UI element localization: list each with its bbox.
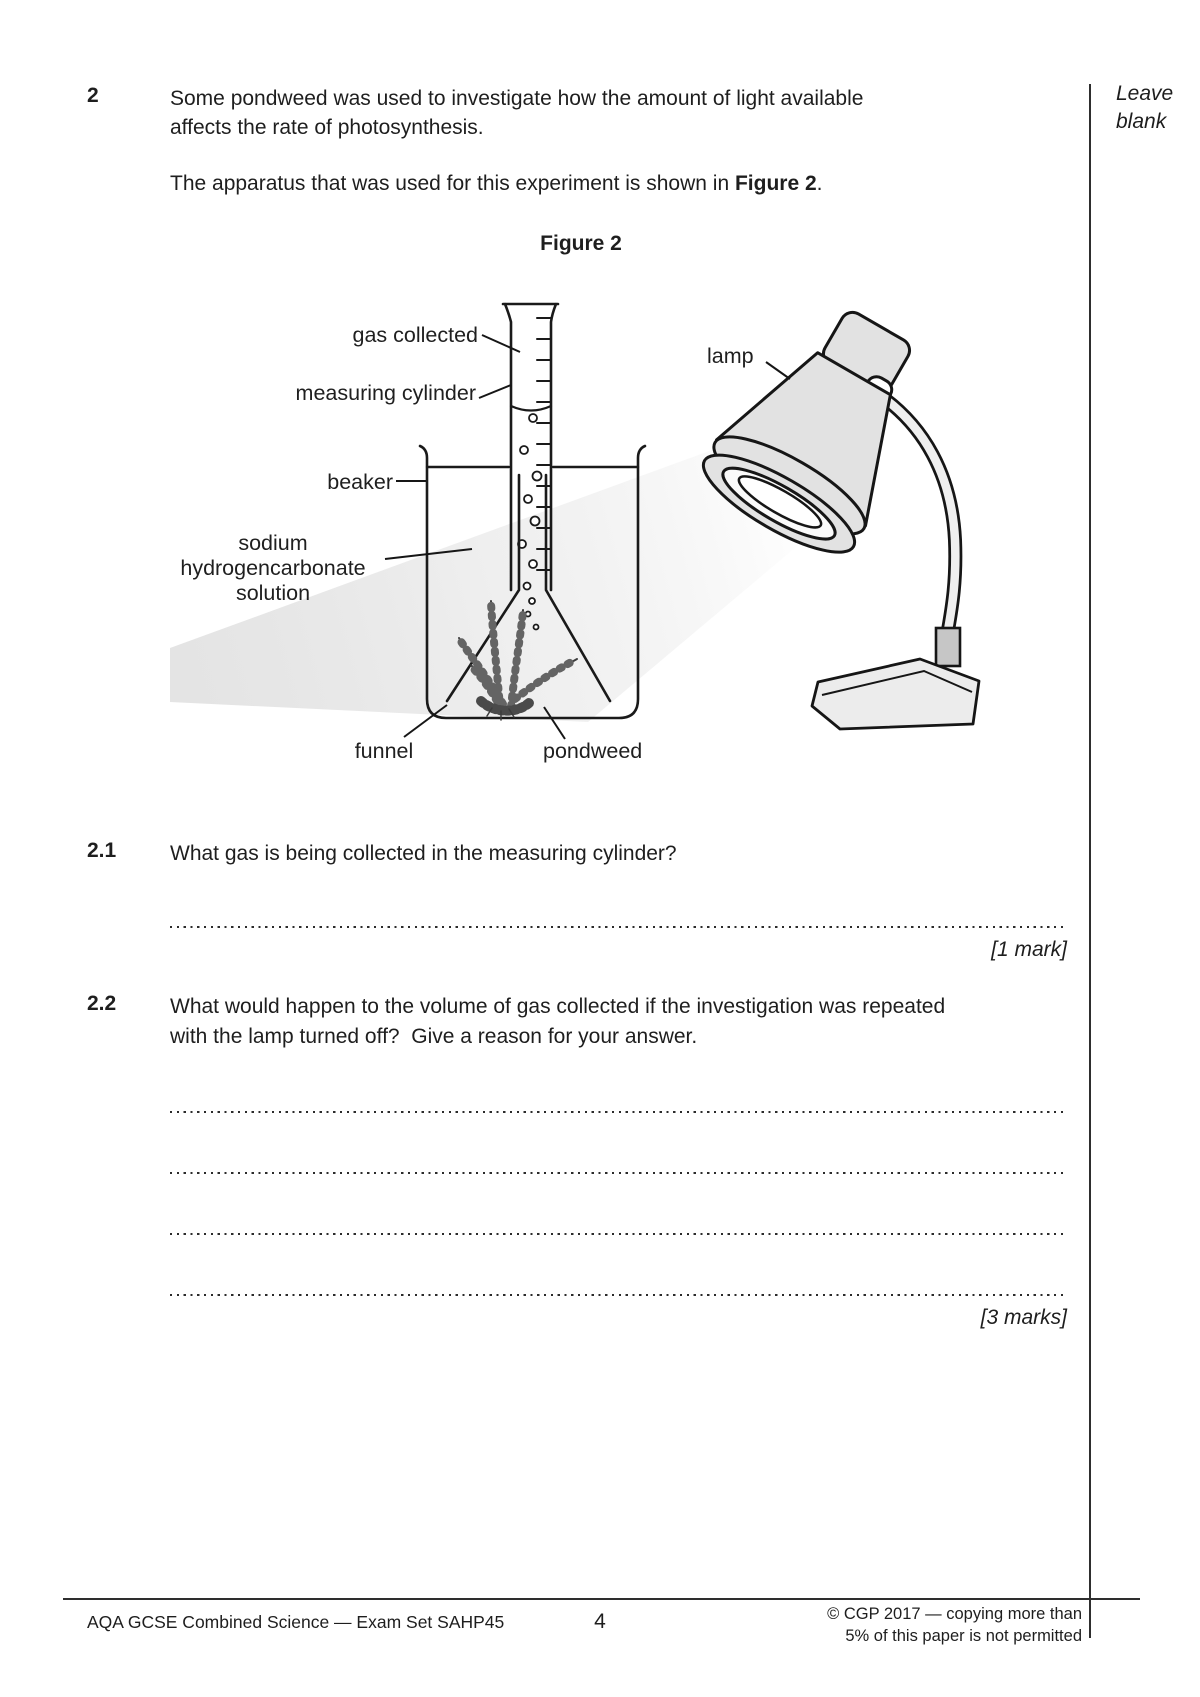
sodium-label-line3: solution [235,581,311,605]
footer-copyright-line1: © CGP 2017 — copying more than [827,1605,1082,1623]
answer-line-2-2-d [170,1294,1067,1296]
apparatus-figure-ref: Figure 2 [734,172,817,195]
beaker-label: beaker [327,470,393,494]
lamp-leader [766,362,790,379]
apparatus-period: . [816,172,823,195]
question-2-1-text: What gas is being collected in the measuring cylinder? [170,842,677,865]
measuring-cylinder-leader [479,385,511,398]
marks-2-1: [1 mark] [991,938,1067,961]
sodium-label-line1: sodium [238,531,308,555]
question-2-number: 2 [87,84,99,107]
lamp-base [812,659,979,729]
lamp-label: lamp [707,344,754,368]
question-2-intro-line1: Some pondweed was used to investigate how the amount of light available [170,87,864,110]
answer-line-2-2-a [170,1111,1067,1113]
answer-line-2-1 [170,926,1067,928]
pondweed-label: pondweed [543,739,643,763]
footer-copyright-line2: 5% of this paper is not permitted [845,1627,1082,1645]
figure-2-title: Figure 2 [540,232,622,255]
answer-line-2-2-c [170,1233,1067,1235]
footer-copyright [682,1603,1082,1647]
question-2-1-number: 2.1 [87,839,117,862]
question-2-intro-line2: affects the rate of photosynthesis. [170,116,484,139]
leave-blank-line2: blank [1116,110,1167,133]
page-number: 4 [594,1610,606,1633]
question-2-2-number: 2.2 [87,992,117,1015]
sodium-label-line2: hydrogencarbonate [180,556,366,580]
question-2-2-line1: What would happen to the volume of gas collected if the investigation was repeated [170,995,946,1018]
answer-line-2-2-b [170,1172,1067,1174]
footer-exam-set: AQA GCSE Combined Science — Exam Set SAHP45 [87,1612,505,1632]
funnel-label: funnel [354,739,414,763]
gas-collected-leader [482,335,520,352]
leave-blank-note [1116,80,1173,136]
apparatus-text: The apparatus that was used for this experiment is shown in [170,172,735,195]
gas-collected-label: gas collected [352,323,478,347]
figure-2-diagram [0,250,1200,780]
question-2-2-line2: with the lamp turned off? Give a reason for your answer. [170,1025,698,1048]
gas-water-meniscus [511,406,551,411]
lamp-arm-collar [936,628,960,666]
footer-rule [63,1598,1140,1600]
leave-blank-line1: Leave [1116,82,1174,105]
question-2-apparatus-sentence [170,169,823,198]
measuring-cylinder-label: measuring cylinder [295,381,476,405]
marks-2-2: [3 marks] [980,1306,1067,1329]
